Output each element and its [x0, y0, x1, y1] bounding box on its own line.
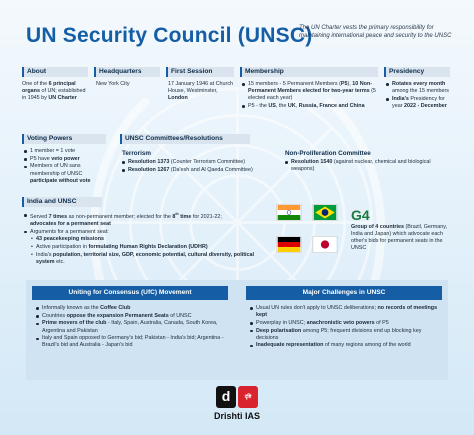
terrorism-item: Resolution 1373 (Counter Terrorism Committee) — [122, 159, 282, 166]
india-flag-icon — [276, 204, 302, 221]
presidency-item: India's Presidency for year 2022 - December — [386, 96, 452, 110]
ufc-item: Informally known as the Coffee Club — [36, 305, 224, 312]
presidency-list — [386, 81, 452, 111]
first-session-text: 17 January 1946 at Church House, Westminster, London — [168, 81, 234, 102]
voting-item: Members of UN sans membership of UNSC participate without vote — [24, 163, 108, 184]
logo-name: Drishti IAS — [213, 411, 260, 421]
voting-item: P5 have veto power — [24, 156, 108, 163]
brazil-flag-icon — [312, 204, 338, 221]
logo-mark-hindi: दृष्टि — [238, 386, 258, 408]
headquarters-heading: Headquarters — [94, 67, 160, 77]
india-argument: • Active participation in formulating Human Rights Declaration (UDHR) — [31, 244, 264, 251]
japan-flag-icon — [312, 236, 338, 253]
non-proliferation-title: Non-Proliferation Committee — [285, 150, 371, 157]
logo-mark: d — [216, 386, 236, 408]
india-item: Served 7 times as non-permanent member; elected for the 8th time for 2021-22; advocates for a permanent seat — [24, 212, 264, 228]
page-title: UN Security Council (UNSC) — [26, 24, 313, 47]
membership-item: P5 - the US, the UK, Russia, France and China — [242, 103, 378, 110]
non-proliferation-list — [285, 159, 450, 174]
ufc-list — [36, 305, 224, 350]
challenges-list — [250, 305, 440, 350]
ufc-item: Prime movers of the club - Italy, Spain, Australia, Canada, South Korea, Argentina and Pakistan — [36, 320, 224, 334]
india-argument: • 43 peacekeeping missions — [31, 236, 264, 243]
first-session-heading: First Session — [166, 67, 234, 77]
non-proliferation-item: Resolution 1540 (against nuclear, chemical and biological weapons) — [285, 159, 450, 173]
title-note: The UN Charter vests the primary responsibility for maintaining international peace and security to the UNSC — [299, 25, 452, 39]
terrorism-list — [122, 159, 282, 174]
voting-list — [24, 148, 108, 185]
germany-flag-icon — [276, 236, 302, 253]
challenges-heading: Major Challenges in UNSC — [246, 286, 442, 300]
headquarters-text: New York City — [96, 81, 130, 87]
presidency-item: Rotates every month among the 15 members — [386, 81, 452, 95]
india-arguments — [31, 236, 264, 266]
g4-label: G4 — [351, 207, 370, 223]
voting-heading: Voting Powers — [22, 134, 106, 144]
challenge-item: Usual UN rules don't apply to UNSC deliberations; no records of meetings kept — [250, 305, 440, 319]
voting-item: 1 member = 1 vote — [24, 148, 108, 155]
membership-list — [242, 81, 378, 111]
presidency-heading: Presidency — [384, 67, 450, 77]
challenge-item: Powerplay in UNSC; anachronistic veto powers of P5 — [250, 320, 440, 327]
india-argument: • India's population, territorial size, GDP, economic potential, cultural diversity, political system etc. — [31, 252, 264, 266]
ufc-heading: Uniting for Consensus (UfC) Movement — [32, 286, 228, 300]
india-item: Arguments for a permanent seat: — [24, 229, 264, 236]
membership-heading: Membership — [240, 67, 378, 77]
committees-heading: UNSC Committees/Resolutions — [120, 134, 250, 144]
challenge-item: Deep polarisation among P5; frequent divisions end up blocking key decisions — [250, 328, 440, 342]
terrorism-item: Resolution 1267 (Da'esh and Al Qaeda Committee) — [122, 167, 282, 174]
g4-text: Group of 4 countries (Brazil, Germany, India and Japan) which advocate each other's bids for permanent seats in the UNSC — [351, 224, 448, 252]
membership-item: 15 members - 5 Permanent Members (P5), 10 Non-Permanent Members elected for two-year terms (5 elected each year) — [242, 81, 378, 102]
challenge-item: Inadequate representation of many regions among of the world — [250, 342, 440, 349]
ufc-item: Countries oppose the expansion Permanent Seats of UNSC — [36, 313, 224, 320]
about-text: One of the 6 principal organs of UN; established in 1945 by UN Charter — [22, 81, 86, 102]
india-heading: India and UNSC — [22, 197, 102, 207]
india-list — [24, 212, 264, 267]
drishti-logo — [215, 386, 259, 430]
ufc-item: Italy and Spain opposed to Germany's bid; Pakistan - India's bid; Argentina - Brazil's bid and Australia - Japan's bid — [36, 335, 224, 349]
about-heading: About — [22, 67, 88, 77]
terrorism-title: Terrorism — [122, 150, 151, 157]
